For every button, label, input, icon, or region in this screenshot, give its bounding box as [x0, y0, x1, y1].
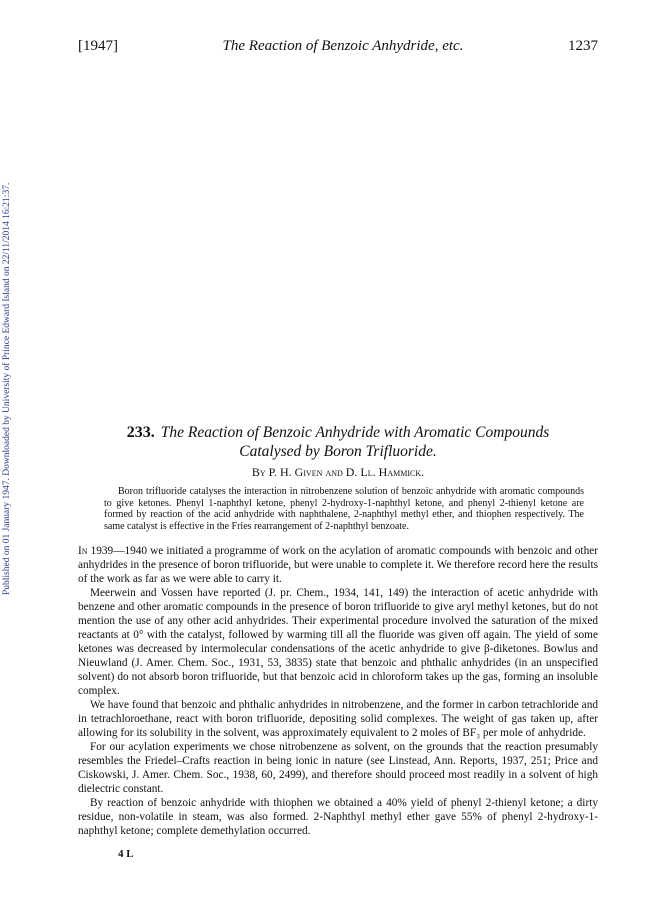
article-title-line1	[78, 423, 598, 442]
article-body	[78, 544, 598, 838]
article-title-text-2: Catalysed by Boron Trifluoride.	[239, 443, 437, 460]
paragraph-3: We have found that benzoic and phthalic anhydrides in nitrobenzene, and the former in carbon tetrachloride and in tetrachloroethane, react with boron trifluoride, depositing solid complexes. The weight of gas taken up, after allowing for its solubility in the solvent, was approximately equivalent to 2 moles of BF₃ per mole of anhydride.	[78, 699, 598, 739]
article-number: 233.	[126, 424, 155, 441]
download-watermark	[2, 95, 16, 595]
article-title	[78, 423, 598, 461]
running-header	[78, 38, 598, 55]
paragraph-5: By reaction of benzoic anhydride with thiophen we obtained a 40% yield of phenyl 2-thienyl ketone; a dirty residue, non-volatile in steam, was also formed. 2-Naphthyl methyl ether gave 55% of phenyl 2-hydroxy-1-naphthyl ketone; complete demethylation occurred.	[78, 797, 598, 837]
download-watermark-text: Published on 01 January 1947. Downloaded by University of Prince Edward Island on 22/11/2014 16:21:37.	[2, 182, 12, 595]
article-title-text-1: The Reaction of Benzoic Anhydride with Aromatic Compounds	[160, 424, 550, 441]
byline: By P. H. Given and D. Ll. Hammick.	[251, 465, 425, 479]
paragraph-4: For our acylation experiments we chose nitrobenzene as solvent, on the grounds that the reaction presumably resembles the Friedel–Crafts reaction in being ionic in nature (see Linstead, Ann. Reports, 1937, 251; Price and Ciskowski, J. Amer. Chem. Soc., 1938, 60, 2499), and therefore should proceed most readily in a solvent of high dielectric constant.	[78, 741, 598, 795]
header-year: [1947]	[78, 38, 118, 54]
header-running-title: The Reaction of Benzoic Anhydride, etc.	[222, 38, 464, 54]
page-signature: 4 L	[118, 848, 134, 860]
paragraph-2: Meerwein and Vossen have reported (J. pr. Chem., 1934, 141, 149) the interaction of acetic anhydride with benzene and other aromatic compounds in the presence of boron trifluoride to give aryl methyl ketones, but do not mention the use of any other acid anhydrides. Their experimental procedure involved the saturation of the mixed reactants at 0° with the catalyst, followed by warming till all the fluoride was given off again. The yield of some ketones was decreased by intermolecular condensations of the acetic anhydride to give β-diketones. Bowlus and Nieuwland (J. Amer. Chem. Soc., 1931, 53, 3835) state that benzoic and phthalic anhydrides (in an unspecified solvent) do not absorb boron trifluoride, but that benzoic acid in chloroform takes up the gas, forming an insoluble complex.	[78, 587, 598, 697]
paragraph-1	[78, 544, 598, 586]
paragraph-1-lead: In	[78, 545, 88, 557]
header-page-number: 1237	[567, 38, 598, 54]
paragraph-1-text: 1939—1940 we initiated a programme of work on the acylation of aromatic compounds with benzoic and other anhydrides in the presence of boron trifluoride, but were unable to complete it. We therefore record here the results of the work as far as we were able to carry it.	[78, 545, 598, 585]
abstract: Boron trifluoride catalyses the interaction in nitrobenzene solution of benzoic anhydride with aromatic compounds to give ketones. Phenyl 1-naphthyl ketone, phenyl 2-hydroxy-1-naphthyl ketone, and phenyl 2-thienyl ketone are formed by reaction of the acid anhydride with naphthalene, 2-naphthyl methyl ether, and thiophen respectively. The same catalyst is effective in the Fries rearrangement of 2-naphthyl benzoate.	[104, 486, 584, 532]
